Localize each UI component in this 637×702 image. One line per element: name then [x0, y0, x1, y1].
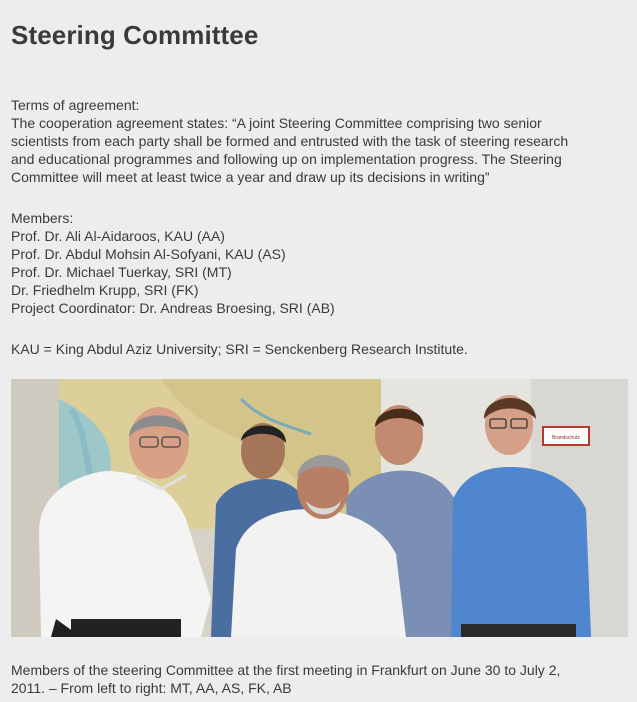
terms-section	[11, 96, 626, 186]
member-item: Dr. Friedhelm Krupp, SRI (FK)	[11, 282, 199, 298]
member-item: Prof. Dr. Abdul Mohsin Al-Sofyani, KAU (AS)	[11, 246, 286, 262]
terms-line: scientists from each party shall be formed and entrusted with the task of steering research	[11, 133, 569, 149]
sign-label: Brandschutz	[552, 435, 580, 441]
group-photo-illustration	[11, 379, 628, 637]
group-photo	[11, 379, 628, 637]
terms-line: Committee will meet at least twice a year and draw up its decisions in writing”	[11, 169, 490, 185]
terms-line: and educational programmes and following up on implementation progress. The Steering	[11, 151, 562, 167]
member-item: Project Coordinator: Dr. Andreas Broesing, SRI (AB)	[11, 300, 335, 316]
terms-line: The cooperation agreement states: “A joint Steering Committee comprising two senior	[11, 115, 542, 131]
terms-heading: Terms of agreement:	[11, 97, 140, 113]
member-item: Prof. Dr. Michael Tuerkay, SRI (MT)	[11, 264, 232, 280]
member-item: Prof. Dr. Ali Al-Aidaroos, KAU (AA)	[11, 228, 225, 244]
members-section	[11, 209, 626, 317]
caption-line: Members of the steering Committee at the first meeting in Frankfurt on June 30 to July 2,	[11, 662, 561, 678]
members-heading: Members:	[11, 210, 74, 226]
abbreviations-text: KAU = King Abdul Aziz University; SRI = Senckenberg Research Institute.	[11, 341, 468, 357]
page-title: Steering Committee	[11, 20, 259, 50]
photo-caption	[11, 661, 626, 697]
caption-line: 2011. – From left to right: MT, AA, AS, FK, AB	[11, 680, 292, 696]
abbreviations-note	[11, 340, 626, 358]
